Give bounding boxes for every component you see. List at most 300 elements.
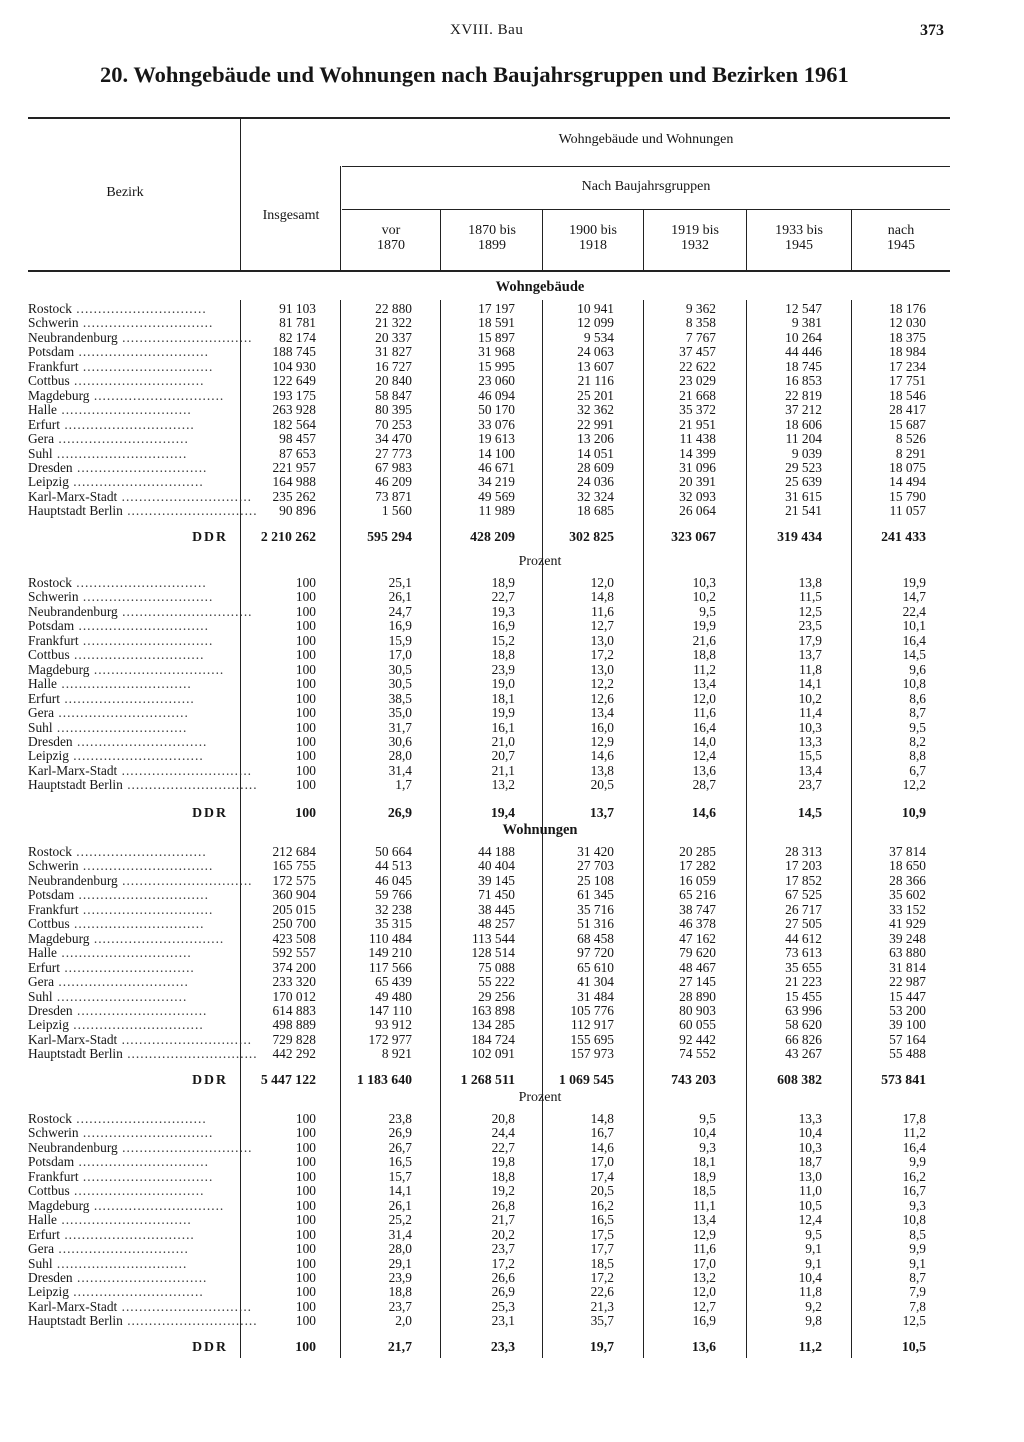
cell-insgesamt: 233 320: [272, 974, 316, 990]
cell-1870-1899: 163 898: [471, 1002, 515, 1018]
cell-1900-1918: 27 703: [577, 858, 614, 874]
total-insgesamt: 2 210 262: [260, 529, 316, 544]
bezirk-name: Cottbus ..............................: [28, 916, 205, 932]
total-vor-1870: 21,7: [387, 1339, 412, 1354]
table-row: [0, 1199, 1024, 1214]
bezirk-name: Rostock ..............................: [28, 844, 207, 859]
cell-1933-1945: 13,4: [798, 762, 822, 778]
cell-1919-1932: 37 457: [679, 344, 716, 360]
cell-1933-1945: 11,4: [799, 705, 822, 721]
cell-1900-1918: 13 206: [577, 431, 614, 447]
cell-1870-1899: 50 170: [478, 402, 515, 418]
bezirk-name: Hauptstadt Berlin ..............................: [28, 503, 258, 519]
cell-1900-1918: 32 362: [577, 402, 614, 418]
cell-1933-1945: 10,2: [798, 690, 822, 706]
cell-1870-1899: 19,9: [491, 705, 515, 721]
cell-insgesamt: 98 457: [279, 431, 316, 447]
total-row: [0, 1340, 1024, 1355]
cell-nach-1945: 15 790: [889, 488, 926, 504]
cell-1900-1918: 31 420: [577, 844, 614, 859]
cell-1933-1945: 11,5: [799, 589, 822, 605]
cell-1919-1932: 9,3: [699, 1139, 716, 1155]
bezirk-name: Cottbus ..............................: [28, 1183, 205, 1199]
cell-1870-1899: 19,0: [491, 676, 515, 692]
cell-1933-1945: 21 223: [785, 974, 822, 990]
table-row: [0, 302, 1024, 317]
cell-1933-1945: 22 819: [785, 387, 822, 403]
bezirk-name: Frankfurt ..............................: [28, 632, 214, 648]
cell-1870-1899: 25,3: [491, 1298, 515, 1314]
total-1900-1918: 13,7: [589, 805, 614, 820]
bezirk-name: Gera ..............................: [28, 431, 189, 447]
header-col-1900-1918: 1900 bis 1918: [569, 223, 617, 253]
cell-vor-1870: 18,8: [388, 1284, 412, 1300]
cell-1933-1945: 21 541: [785, 503, 822, 519]
cell-1870-1899: 184 724: [471, 1031, 515, 1047]
table-row: [0, 845, 1024, 860]
cell-1870-1899: 26,8: [491, 1197, 515, 1213]
cell-insgesamt: 164 988: [272, 474, 316, 490]
cell-nach-1945: 55 488: [889, 1046, 926, 1062]
cell-1933-1945: 16 853: [785, 373, 822, 389]
cell-1933-1945: 9,2: [805, 1298, 822, 1314]
cell-1900-1918: 22,6: [590, 1284, 614, 1300]
cell-nach-1945: 8,7: [909, 1269, 926, 1285]
cell-1870-1899: 20,8: [491, 1111, 515, 1126]
bezirk-name: Neubrandenburg ..............................: [28, 872, 253, 888]
table-row: [0, 331, 1024, 346]
cell-nach-1945: 33 152: [889, 901, 926, 917]
cell-insgesamt: 193 175: [272, 387, 316, 403]
cell-vor-1870: 15,7: [388, 1168, 412, 1184]
cell-nach-1945: 31 814: [889, 959, 926, 975]
cell-1919-1932: 26 064: [679, 503, 716, 519]
cell-nach-1945: 9,6: [909, 661, 926, 677]
cell-1933-1945: 13,3: [798, 1111, 822, 1126]
cell-1933-1945: 12,4: [798, 1212, 822, 1228]
cell-1900-1918: 41 304: [577, 974, 614, 990]
table-row: [0, 1271, 1024, 1286]
total-label: DDR: [192, 805, 228, 820]
cell-1870-1899: 18,8: [491, 1168, 515, 1184]
cell-insgesamt: 212 684: [272, 844, 316, 859]
cell-insgesamt: 82 174: [279, 329, 316, 345]
header-divider-insgesamt: [340, 166, 341, 271]
cell-1919-1932: 11,6: [693, 705, 716, 721]
bezirk-name: Karl-Marx-Stadt ..............................: [28, 488, 253, 504]
cell-nach-1945: 17 234: [889, 358, 926, 374]
cell-1900-1918: 17,2: [590, 1269, 614, 1285]
cell-insgesamt: 81 781: [279, 315, 316, 331]
cell-1933-1945: 25 639: [785, 474, 822, 490]
cell-1900-1918: 12,9: [590, 733, 614, 749]
cell-1900-1918: 16,2: [590, 1197, 614, 1213]
table-row: [0, 859, 1024, 874]
total-1900-1918: 302 825: [569, 529, 614, 544]
cell-1870-1899: 38 445: [478, 901, 515, 917]
cell-1900-1918: 32 324: [577, 488, 614, 504]
cell-1919-1932: 13,6: [692, 762, 716, 778]
cell-1933-1945: 10,5: [798, 1197, 822, 1213]
cell-1933-1945: 17 852: [785, 872, 822, 888]
header-top-rule: [28, 117, 950, 119]
cell-vor-1870: 30,6: [388, 733, 412, 749]
cell-insgesamt: 100: [295, 632, 316, 648]
cell-insgesamt: 100: [295, 748, 316, 764]
bezirk-name: Cottbus ..............................: [28, 373, 205, 389]
cell-nach-1945: 8,2: [909, 733, 926, 749]
cell-1919-1932: 60 055: [679, 1017, 716, 1033]
cell-1933-1945: 29 523: [785, 459, 822, 475]
cell-insgesamt: 165 755: [272, 858, 316, 874]
cell-1900-1918: 11,6: [591, 603, 614, 619]
cell-1919-1932: 11 438: [679, 431, 716, 447]
cell-1919-1932: 9,5: [699, 603, 716, 619]
cell-1900-1918: 14 051: [577, 445, 614, 461]
cell-1933-1945: 13,0: [798, 1168, 822, 1184]
cell-1919-1932: 12,7: [692, 1298, 716, 1314]
cell-vor-1870: 46 045: [375, 872, 412, 888]
table-row: [0, 874, 1024, 889]
cell-nach-1945: 9,1: [909, 1255, 926, 1271]
cell-vor-1870: 31,7: [388, 719, 412, 735]
cell-1900-1918: 68 458: [577, 930, 614, 946]
bezirk-name: Suhl ..............................: [28, 445, 188, 461]
bezirk-name: Hauptstadt Berlin ..............................: [28, 1046, 258, 1062]
cell-vor-1870: 30,5: [388, 676, 412, 692]
cell-vor-1870: 29,1: [388, 1255, 412, 1271]
bezirk-name: Schwerin ..............................: [28, 315, 214, 331]
cell-1900-1918: 20,5: [590, 777, 614, 793]
cell-1900-1918: 13,0: [590, 632, 614, 648]
total-1870-1899: 428 209: [470, 529, 515, 544]
page-number: 373: [920, 22, 944, 39]
bezirk-name: Karl-Marx-Stadt ..............................: [28, 1031, 253, 1047]
cell-insgesamt: 374 200: [272, 959, 316, 975]
cell-1870-1899: 39 145: [478, 872, 515, 888]
cell-nach-1945: 8 526: [895, 431, 926, 447]
cell-1870-1899: 18,1: [491, 690, 515, 706]
cell-1870-1899: 23,1: [491, 1313, 515, 1329]
cell-1870-1899: 13,2: [491, 777, 515, 793]
cell-1919-1932: 16 059: [679, 872, 716, 888]
cell-insgesamt: 221 957: [272, 459, 316, 475]
cell-nach-1945: 8 291: [895, 445, 926, 461]
cell-nach-1945: 11 057: [889, 503, 926, 519]
section-label: Wohngebäude: [495, 279, 585, 295]
cell-nach-1945: 14,7: [902, 589, 926, 605]
cell-vor-1870: 27 773: [375, 445, 412, 461]
table-row: [0, 946, 1024, 961]
cell-1933-1945: 73 613: [785, 945, 822, 961]
cell-1933-1945: 17,9: [798, 632, 822, 648]
table-row: [0, 932, 1024, 947]
cell-vor-1870: 32 238: [375, 901, 412, 917]
bezirk-name: Leipzig ..............................: [28, 474, 204, 490]
cell-1900-1918: 16,0: [590, 719, 614, 735]
table-row: [0, 749, 1024, 764]
bezirk-name: Rostock ..............................: [28, 301, 207, 316]
total-1900-1918: 19,7: [589, 1339, 614, 1354]
bezirk-name: Hauptstadt Berlin ..............................: [28, 777, 258, 793]
table-row: [0, 374, 1024, 389]
cell-1900-1918: 24 036: [577, 474, 614, 490]
cell-nach-1945: 8,7: [909, 705, 926, 721]
bezirk-name: Dresden ..............................: [28, 1269, 208, 1285]
table-row: [0, 403, 1024, 418]
cell-1919-1932: 21 668: [679, 387, 716, 403]
cell-1919-1932: 19,9: [692, 618, 716, 634]
cell-nach-1945: 10,8: [902, 1212, 926, 1228]
cell-1900-1918: 13,8: [590, 762, 614, 778]
table-row: [0, 764, 1024, 779]
table-row: [0, 1285, 1024, 1300]
cell-1900-1918: 16,5: [590, 1212, 614, 1228]
cell-1870-1899: 18 591: [478, 315, 515, 331]
cell-1870-1899: 128 514: [471, 945, 515, 961]
cell-insgesamt: 91 103: [279, 301, 316, 316]
cell-insgesamt: 100: [295, 1313, 316, 1329]
bezirk-name: Schwerin ..............................: [28, 1125, 214, 1141]
cell-insgesamt: 100: [295, 1197, 316, 1213]
cell-1919-1932: 20 285: [679, 844, 716, 859]
total-1919-1932: 323 067: [671, 529, 716, 544]
table-row: [0, 590, 1024, 605]
cell-nach-1945: 12,5: [902, 1313, 926, 1329]
header-insgesamt: Insgesamt: [262, 208, 320, 223]
cell-vor-1870: 35 315: [375, 916, 412, 932]
cell-1900-1918: 18 685: [577, 503, 614, 519]
bezirk-name: Hauptstadt Berlin ..............................: [28, 1313, 258, 1329]
cell-1870-1899: 20,7: [491, 748, 515, 764]
cell-nach-1945: 15 447: [889, 988, 926, 1004]
cell-vor-1870: 30,5: [388, 661, 412, 677]
section-label: Wohnungen: [502, 822, 578, 838]
cell-1933-1945: 63 996: [785, 1002, 822, 1018]
cell-1900-1918: 14,6: [590, 748, 614, 764]
cell-1870-1899: 18,8: [491, 647, 515, 663]
cell-1870-1899: 21,1: [491, 762, 515, 778]
total-1870-1899: 19,4: [490, 805, 515, 820]
cell-1900-1918: 17,0: [590, 1154, 614, 1170]
table-row: [0, 576, 1024, 591]
cell-insgesamt: 100: [295, 1255, 316, 1271]
cell-1870-1899: 19,3: [491, 603, 515, 619]
cell-1870-1899: 29 256: [478, 988, 515, 1004]
cell-1900-1918: 14,8: [590, 1111, 614, 1126]
cell-vor-1870: 16 727: [375, 358, 412, 374]
table-row: [0, 778, 1024, 793]
cell-1919-1932: 92 442: [679, 1031, 716, 1047]
cell-insgesamt: 205 015: [272, 901, 316, 917]
cell-1870-1899: 19,2: [491, 1183, 515, 1199]
cell-1933-1945: 17 203: [785, 858, 822, 874]
header-col-vor-1870: vor 1870: [377, 223, 405, 253]
cell-vor-1870: 172 977: [368, 1031, 412, 1047]
total-nach-1945: 10,5: [901, 1339, 926, 1354]
cell-vor-1870: 31 827: [375, 344, 412, 360]
cell-1870-1899: 21,0: [491, 733, 515, 749]
bezirk-name: Dresden ..............................: [28, 1002, 208, 1018]
bezirk-name: Potsdam ..............................: [28, 344, 209, 360]
cell-vor-1870: 16,5: [388, 1154, 412, 1170]
cell-1933-1945: 9,1: [805, 1255, 822, 1271]
cell-1870-1899: 23 060: [478, 373, 515, 389]
cell-1919-1932: 8 358: [685, 315, 716, 331]
cell-insgesamt: 423 508: [272, 930, 316, 946]
header-sub-rule: [342, 209, 950, 210]
cell-nach-1945: 8,8: [909, 748, 926, 764]
cell-1919-1932: 18,9: [692, 1168, 716, 1184]
cell-nach-1945: 57 164: [889, 1031, 926, 1047]
cell-insgesamt: 100: [295, 1125, 316, 1141]
cell-1919-1932: 7 767: [685, 329, 716, 345]
cell-1933-1945: 27 505: [785, 916, 822, 932]
cell-insgesamt: 100: [295, 1298, 316, 1314]
cell-1933-1945: 66 826: [785, 1031, 822, 1047]
cell-1919-1932: 22 622: [679, 358, 716, 374]
cell-nach-1945: 11,2: [903, 1125, 926, 1141]
header-col-nach-1945: nach 1945: [887, 223, 915, 253]
cell-nach-1945: 18 075: [889, 459, 926, 475]
total-1919-1932: 13,6: [691, 1339, 716, 1354]
cell-vor-1870: 23,8: [388, 1111, 412, 1126]
cell-1933-1945: 23,5: [798, 618, 822, 634]
bezirk-name: Leipzig ..............................: [28, 1017, 204, 1033]
total-insgesamt: 100: [295, 1339, 316, 1354]
cell-vor-1870: 31,4: [388, 1226, 412, 1242]
cell-vor-1870: 1,7: [395, 777, 412, 793]
table-row: [0, 447, 1024, 462]
cell-1933-1945: 37 212: [785, 402, 822, 418]
header-col-1933-1945: 1933 bis 1945: [775, 223, 823, 253]
cell-1870-1899: 11 989: [478, 503, 515, 519]
table-row: [0, 1112, 1024, 1127]
cell-vor-1870: 1 560: [381, 503, 412, 519]
cell-vor-1870: 49 480: [375, 988, 412, 1004]
total-vor-1870: 595 294: [367, 529, 412, 544]
cell-1933-1945: 35 655: [785, 959, 822, 975]
cell-insgesamt: 100: [295, 647, 316, 663]
cell-1900-1918: 14,6: [590, 1139, 614, 1155]
cell-vor-1870: 8 921: [381, 1046, 412, 1062]
bezirk-name: Magdeburg ..............................: [28, 387, 225, 403]
bezirk-name: Suhl ..............................: [28, 1255, 188, 1271]
cell-1933-1945: 9 381: [791, 315, 822, 331]
table-row: [0, 1300, 1024, 1315]
cell-insgesamt: 100: [295, 676, 316, 692]
cell-insgesamt: 100: [295, 1284, 316, 1300]
cell-nach-1945: 39 248: [889, 930, 926, 946]
cell-1933-1945: 15 455: [785, 988, 822, 1004]
header-bottom-rule: [28, 270, 950, 272]
cell-vor-1870: 26,7: [388, 1139, 412, 1155]
table-row: [0, 677, 1024, 692]
cell-insgesamt: 100: [295, 1269, 316, 1285]
cell-vor-1870: 65 439: [375, 974, 412, 990]
cell-1870-1899: 15,2: [491, 632, 515, 648]
cell-1919-1932: 9,5: [699, 1111, 716, 1126]
cell-1900-1918: 21,3: [590, 1298, 614, 1314]
cell-1933-1945: 44 612: [785, 930, 822, 946]
bezirk-name: Gera ..............................: [28, 1241, 189, 1257]
cell-nach-1945: 18 984: [889, 344, 926, 360]
cell-1919-1932: 31 096: [679, 459, 716, 475]
cell-vor-1870: 14,1: [388, 1183, 412, 1199]
cell-1900-1918: 10 941: [577, 301, 614, 316]
cell-vor-1870: 149 210: [368, 945, 412, 961]
cell-1933-1945: 12,5: [798, 603, 822, 619]
bezirk-name: Neubrandenburg ..............................: [28, 329, 253, 345]
bezirk-name: Potsdam ..............................: [28, 887, 209, 903]
cell-1933-1945: 11 204: [785, 431, 822, 447]
cell-1933-1945: 10 264: [785, 329, 822, 345]
bezirk-name: Cottbus ..............................: [28, 647, 205, 663]
cell-insgesamt: 188 745: [272, 344, 316, 360]
cell-nach-1945: 53 200: [889, 1002, 926, 1018]
cell-vor-1870: 20 840: [375, 373, 412, 389]
cell-nach-1945: 37 814: [889, 844, 926, 859]
cell-1870-1899: 75 088: [478, 959, 515, 975]
table-row: [0, 1004, 1024, 1019]
cell-1919-1932: 13,2: [692, 1269, 716, 1285]
cell-insgesamt: 100: [295, 690, 316, 706]
cell-vor-1870: 117 566: [368, 959, 412, 975]
cell-1870-1899: 102 091: [471, 1046, 515, 1062]
table-row: [0, 1314, 1024, 1329]
cell-vor-1870: 22 880: [375, 301, 412, 316]
cell-1870-1899: 40 404: [478, 858, 515, 874]
cell-nach-1945: 9,9: [909, 1241, 926, 1257]
table-row: [0, 1213, 1024, 1228]
cell-nach-1945: 22 987: [889, 974, 926, 990]
cell-insgesamt: 360 904: [272, 887, 316, 903]
total-vor-1870: 1 183 640: [356, 1072, 412, 1087]
bezirk-name: Schwerin ..............................: [28, 858, 214, 874]
table-row: [0, 389, 1024, 404]
table-row: [0, 1155, 1024, 1170]
table-row: [0, 903, 1024, 918]
cell-1870-1899: 22,7: [491, 1139, 515, 1155]
cell-1933-1945: 9,5: [805, 1226, 822, 1242]
cell-1900-1918: 25 108: [577, 872, 614, 888]
cell-vor-1870: 73 871: [375, 488, 412, 504]
table-row: [0, 692, 1024, 707]
cell-1919-1932: 74 552: [679, 1046, 716, 1062]
cell-nach-1945: 22,4: [902, 603, 926, 619]
table-row: [0, 316, 1024, 331]
cell-1933-1945: 18 745: [785, 358, 822, 374]
total-label: DDR: [192, 529, 228, 544]
cell-1919-1932: 10,2: [692, 589, 716, 605]
cell-insgesamt: 729 828: [272, 1031, 316, 1047]
cell-1919-1932: 47 162: [679, 930, 716, 946]
cell-insgesamt: 592 557: [272, 945, 316, 961]
running-head: [0, 22, 1024, 42]
cell-1919-1932: 21 951: [679, 416, 716, 432]
cell-1919-1932: 17,0: [692, 1255, 716, 1271]
bezirk-name: Suhl ..............................: [28, 719, 188, 735]
cell-1933-1945: 9 039: [791, 445, 822, 461]
cell-1870-1899: 34 219: [478, 474, 515, 490]
cell-1933-1945: 9,8: [805, 1313, 822, 1329]
total-row: [0, 1073, 1024, 1088]
cell-vor-1870: 50 664: [375, 844, 412, 859]
cell-1870-1899: 19,8: [491, 1154, 515, 1170]
bezirk-name: Frankfurt ..............................: [28, 358, 214, 374]
cell-vor-1870: 25,1: [388, 575, 412, 590]
cell-1933-1945: 58 620: [785, 1017, 822, 1033]
